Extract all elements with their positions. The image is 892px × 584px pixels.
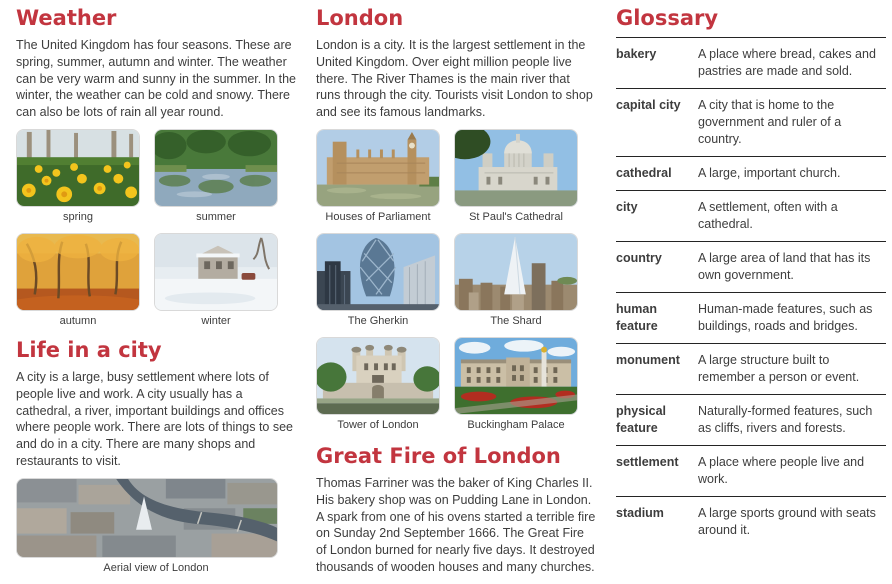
glossary-row: [616, 242, 886, 293]
autumn-photo: [16, 233, 140, 311]
glossary-heading: Glossary: [616, 6, 719, 30]
winter-caption: winter: [201, 314, 231, 327]
great-fire-heading: Great Fire of London: [316, 443, 561, 468]
weather-section: [16, 6, 296, 328]
gherkin-photo: [316, 233, 440, 311]
buckingham-palace-caption: Buckingham Palace: [467, 418, 565, 431]
gherkin-caption: The Gherkin: [347, 314, 409, 327]
summer-caption: summer: [196, 210, 236, 223]
glossary-definition: Human-made features, such as buildings, roads and bridges.: [698, 302, 873, 333]
great-fire-section: [316, 444, 597, 576]
london-heading: London: [316, 6, 404, 30]
summer-photo: [154, 129, 278, 207]
glossary-definition: A place where people live and work.: [698, 455, 865, 486]
glossary-definition: A city that is home to the government and ruler of a country.: [698, 98, 842, 146]
life-in-a-city-section: [16, 338, 296, 575]
glossary-row: [616, 446, 886, 497]
glossary-term: city: [616, 200, 638, 214]
glossary-term: settlement: [616, 455, 679, 469]
life-in-a-city-paragraph: A city is a large, busy settlement where lots of people live and work. A city usually has a cathedral, a river, important buildings and offices where people work. There are lots of things to see and do in a city. There are many shops and restaurants to visit.: [16, 369, 294, 468]
autumn-caption: autumn: [59, 314, 97, 327]
glossary-term: human feature: [616, 302, 658, 333]
st-pauls-figure: [454, 129, 578, 224]
st-pauls-photo: [454, 129, 578, 207]
shard-caption: The Shard: [490, 314, 542, 327]
middle-column: [316, 6, 597, 584]
glossary-term: cathedral: [616, 166, 672, 180]
glossary-definition: A large structure built to remember a person or event.: [698, 353, 860, 384]
tower-of-london-photo: [316, 337, 440, 415]
glossary-row: [616, 191, 886, 242]
glossary-term: stadium: [616, 506, 664, 520]
glossary-row: [616, 38, 886, 89]
gherkin-figure: [316, 233, 440, 328]
great-fire-paragraph: Thomas Farriner was the baker of King Charles II. His bakery shop was on Pudding Lane in London. A spark from one of his ovens started a terrible fire on Sunday 2nd September 1666. The Great Fire of London burned for nearly five days. It destroyed thousands of wooden houses and many churches.: [316, 475, 596, 574]
glossary-column: [616, 6, 886, 547]
glossary-definition: A large, important church.: [698, 166, 841, 180]
landmark-image-grid: [316, 129, 597, 432]
life-in-a-city-heading: Life in a city: [16, 337, 162, 362]
glossary-term: country: [616, 251, 662, 265]
shard-photo: [454, 233, 578, 311]
shard-figure: [454, 233, 578, 328]
glossary-row: [616, 89, 886, 157]
glossary-term: physical feature: [616, 404, 667, 435]
houses-of-parliament-photo: [316, 129, 440, 207]
spring-caption: spring: [63, 210, 93, 223]
season-image-grid: [16, 129, 296, 328]
weather-paragraph: The United Kingdom has four seasons. These are spring, summer, autumn and winter. The weather can be very warm and sunny in the summer. In the winter, the weather can be cold and snowy. There can also be lots of rain all year round.: [16, 38, 296, 120]
spring-figure: [16, 129, 140, 224]
winter-photo: [154, 233, 278, 311]
glossary-table: [616, 37, 886, 547]
spring-photo: [16, 129, 140, 207]
tower-of-london-caption: Tower of London: [337, 418, 419, 431]
autumn-figure: [16, 233, 140, 328]
houses-of-parliament-figure: [316, 129, 440, 224]
aerial-view-photo: [16, 478, 278, 558]
glossary-term: capital city: [616, 98, 681, 112]
glossary-row: [616, 497, 886, 548]
glossary-definition: Naturally-formed features, such as cliffs, rivers and forests.: [698, 404, 873, 435]
aerial-figure: [16, 478, 296, 575]
glossary-row: [616, 293, 886, 344]
glossary-row: [616, 157, 886, 191]
houses-of-parliament-caption: Houses of Parliament: [325, 210, 431, 223]
summer-figure: [154, 129, 278, 224]
glossary-definition: A settlement, often with a cathedral.: [698, 200, 838, 231]
glossary-row: [616, 395, 886, 446]
winter-figure: [154, 233, 278, 328]
glossary-definition: A large area of land that has its own government.: [698, 251, 871, 282]
glossary-term: monument: [616, 353, 680, 367]
left-column: [16, 6, 296, 575]
glossary-term: bakery: [616, 47, 657, 61]
tower-of-london-figure: [316, 337, 440, 432]
glossary-row: [616, 344, 886, 395]
weather-heading: Weather: [16, 6, 117, 30]
london-paragraph: London is a city. It is the largest settlement in the United Kingdom. Over eight million people live there. The River Thames is the main river that runs through the city. Tourists visit London to shop and see its famous landmarks.: [316, 38, 593, 120]
buckingham-palace-photo: [454, 337, 578, 415]
buckingham-palace-figure: [454, 337, 578, 432]
st-pauls-caption: St Paul's Cathedral: [469, 210, 563, 223]
london-section: [316, 6, 597, 432]
glossary-definition: A place where bread, cakes and pastries are made and sold.: [698, 47, 876, 78]
aerial-caption: Aerial view of London: [103, 561, 209, 574]
glossary-definition: A large sports ground with seats around it.: [698, 506, 876, 537]
